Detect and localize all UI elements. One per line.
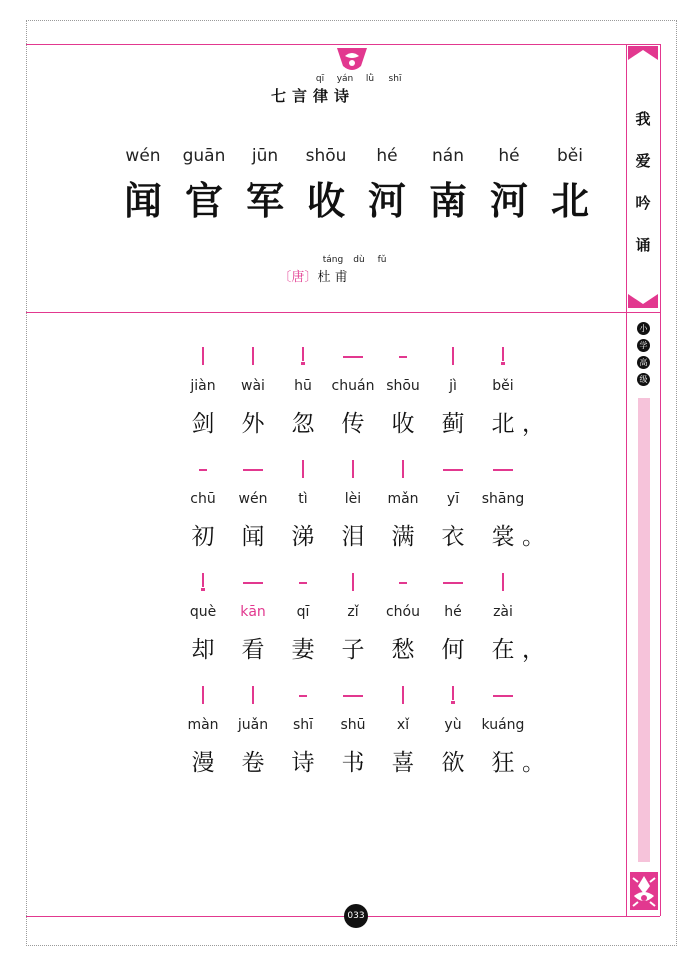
tone-mark <box>299 695 307 697</box>
punctuation: ， <box>522 411 545 437</box>
poem-char: 欲 <box>441 750 465 776</box>
tone-mark <box>252 347 254 365</box>
poem-char: 子 <box>341 637 365 663</box>
side-tab-background <box>628 46 658 308</box>
tone-mark-dot <box>301 362 305 365</box>
punctuation: ， <box>522 637 545 663</box>
side-tab-char: 诵 <box>635 236 651 254</box>
pinyin-syllable: wài <box>241 378 265 394</box>
pinyin-syllable: xǐ <box>396 717 410 733</box>
pinyin-syllable: shū <box>340 717 366 733</box>
pinyin-syllable: qī <box>296 604 310 620</box>
grade-char: 学 <box>637 339 650 352</box>
genre-label: 七言律诗 <box>270 87 355 105</box>
tone-mark <box>243 469 263 471</box>
author-pinyin: fǔ <box>377 255 387 265</box>
tone-mark <box>352 460 354 478</box>
title-pinyin: nán <box>432 146 464 166</box>
poem-char: 何 <box>441 637 465 663</box>
poem-char: 涕 <box>291 524 315 550</box>
poem-char: 裳 <box>491 524 515 550</box>
title-pinyin: wén <box>125 146 161 166</box>
flower-ornament-icon <box>630 872 658 910</box>
poem-char: 衣 <box>441 524 465 550</box>
poem-char: 诗 <box>291 750 315 776</box>
pinyin-syllable: què <box>189 604 217 620</box>
author-line <box>0 266 626 285</box>
genre-pinyin: lǜ <box>365 74 375 84</box>
punctuation: 。 <box>522 750 545 776</box>
side-tab-char: 爱 <box>635 152 651 170</box>
pinyin-syllable: shāng <box>481 491 525 507</box>
title-pinyin: guān <box>182 146 226 166</box>
poem-char: 看 <box>241 637 265 663</box>
pinyin-syllable: wén <box>238 491 268 507</box>
poem-char: 忽 <box>291 411 315 437</box>
tone-mark <box>452 347 454 365</box>
title-char: 收 <box>306 178 345 223</box>
poem-char: 喜 <box>391 750 415 776</box>
poem-char: 漫 <box>191 750 215 776</box>
poem-char: 书 <box>341 750 365 776</box>
poem-char: 外 <box>241 411 265 437</box>
pinyin-syllable: hū <box>294 378 312 394</box>
tone-mark <box>243 582 263 584</box>
genre-pinyin: qī <box>315 74 325 84</box>
side-tab-char: 我 <box>635 110 651 128</box>
tone-mark <box>343 356 363 358</box>
punctuation: 。 <box>522 524 545 550</box>
pinyin-syllable: tì <box>298 491 308 507</box>
tone-mark <box>502 347 504 361</box>
pinyin-syllable: mǎn <box>387 491 419 507</box>
title-pinyin: hé <box>376 146 398 166</box>
pinyin-syllable: chuán <box>331 378 375 394</box>
title-char: 北 <box>550 178 589 223</box>
tone-mark <box>399 582 407 584</box>
pinyin-syllable: jì <box>449 378 457 394</box>
right-edge-rule <box>660 44 661 916</box>
poem-char: 蓟 <box>441 411 465 437</box>
genre-pinyin: shī <box>388 74 402 84</box>
pinyin-syllable: shōu <box>386 378 420 394</box>
title-char: 河 <box>367 178 406 223</box>
title-pinyin: běi <box>557 146 583 166</box>
pinyin-syllable: kuáng <box>481 717 525 733</box>
poem-char: 闻 <box>241 524 265 550</box>
author-pinyin: dù <box>353 255 365 265</box>
author-name: 杜 甫 <box>317 270 348 285</box>
pinyin-syllable: kān <box>240 604 266 620</box>
tone-mark <box>443 469 463 471</box>
tone-mark <box>493 695 513 697</box>
top-rule <box>26 44 660 45</box>
title-char: 官 <box>184 178 223 223</box>
poem-char: 狂 <box>491 750 515 776</box>
pinyin-syllable: yī <box>446 491 460 507</box>
pinyin-syllable: zǐ <box>347 604 359 620</box>
poem-char: 满 <box>391 524 415 550</box>
tone-mark-dot <box>501 362 505 365</box>
tone-mark <box>399 356 407 358</box>
tone-mark <box>443 582 463 584</box>
poem-char: 在 <box>491 637 515 663</box>
side-tab-char: 吟 <box>635 194 651 212</box>
tone-mark <box>299 582 307 584</box>
tone-mark <box>302 460 304 478</box>
pinyin-syllable: chóu <box>385 604 420 620</box>
grade-char: 级 <box>637 373 650 386</box>
tone-mark <box>493 469 513 471</box>
tone-mark <box>252 686 254 704</box>
genre-pinyin: yán <box>336 74 354 84</box>
pinyin-syllable: yù <box>444 717 462 733</box>
poem-char: 剑 <box>191 411 215 437</box>
poem-char: 妻 <box>291 637 315 663</box>
grade-label <box>637 322 650 390</box>
tone-mark <box>199 469 207 471</box>
pinyin-syllable: shī <box>292 717 314 733</box>
pinyin-syllable: lèi <box>344 491 362 507</box>
title-char: 闻 <box>123 178 162 223</box>
tone-mark <box>352 573 354 591</box>
tone-mark <box>202 573 204 587</box>
poem-char: 收 <box>391 411 415 437</box>
tone-mark <box>452 686 454 700</box>
pinyin-syllable: hé <box>444 604 462 620</box>
poem-char: 却 <box>191 637 215 663</box>
tone-mark <box>343 695 363 697</box>
cloud-ornament-icon <box>337 48 367 72</box>
pinyin-syllable: chū <box>190 491 216 507</box>
poem-char: 泪 <box>341 524 365 550</box>
poem-char: 卷 <box>241 750 265 776</box>
grade-char: 高 <box>637 356 650 369</box>
title-char: 南 <box>428 178 467 223</box>
poem-char: 愁 <box>391 637 415 663</box>
middle-rule <box>26 312 660 313</box>
tone-mark <box>402 686 404 704</box>
tone-mark-dot <box>201 588 205 591</box>
tone-mark <box>502 573 504 591</box>
side-pink-bar <box>638 398 650 862</box>
title-pinyin: hé <box>498 146 520 166</box>
tone-mark <box>402 460 404 478</box>
pinyin-syllable: juǎn <box>237 717 269 733</box>
poem-char: 北 <box>491 411 515 437</box>
pinyin-syllable: zài <box>493 604 513 620</box>
pinyin-syllable: běi <box>492 378 514 394</box>
pinyin-syllable: jiàn <box>190 378 216 394</box>
pinyin-syllable: màn <box>187 717 219 733</box>
poem-char: 初 <box>191 524 215 550</box>
title-pinyin: shōu <box>305 146 347 166</box>
dynasty-label: 〔唐〕 <box>278 270 318 285</box>
right-column-rule <box>626 44 627 916</box>
tone-mark <box>202 686 204 704</box>
tone-mark-dot <box>451 701 455 704</box>
poem-char: 传 <box>341 411 365 437</box>
bottom-rule <box>26 916 660 917</box>
tone-mark <box>202 347 204 365</box>
title-pinyin: jūn <box>251 146 279 166</box>
title-char: 河 <box>489 178 528 223</box>
grade-char: 小 <box>637 322 650 335</box>
page-number: 033 <box>344 904 368 928</box>
author-pinyin: táng <box>322 255 344 265</box>
title-char: 军 <box>245 178 284 223</box>
tone-mark <box>302 347 304 361</box>
